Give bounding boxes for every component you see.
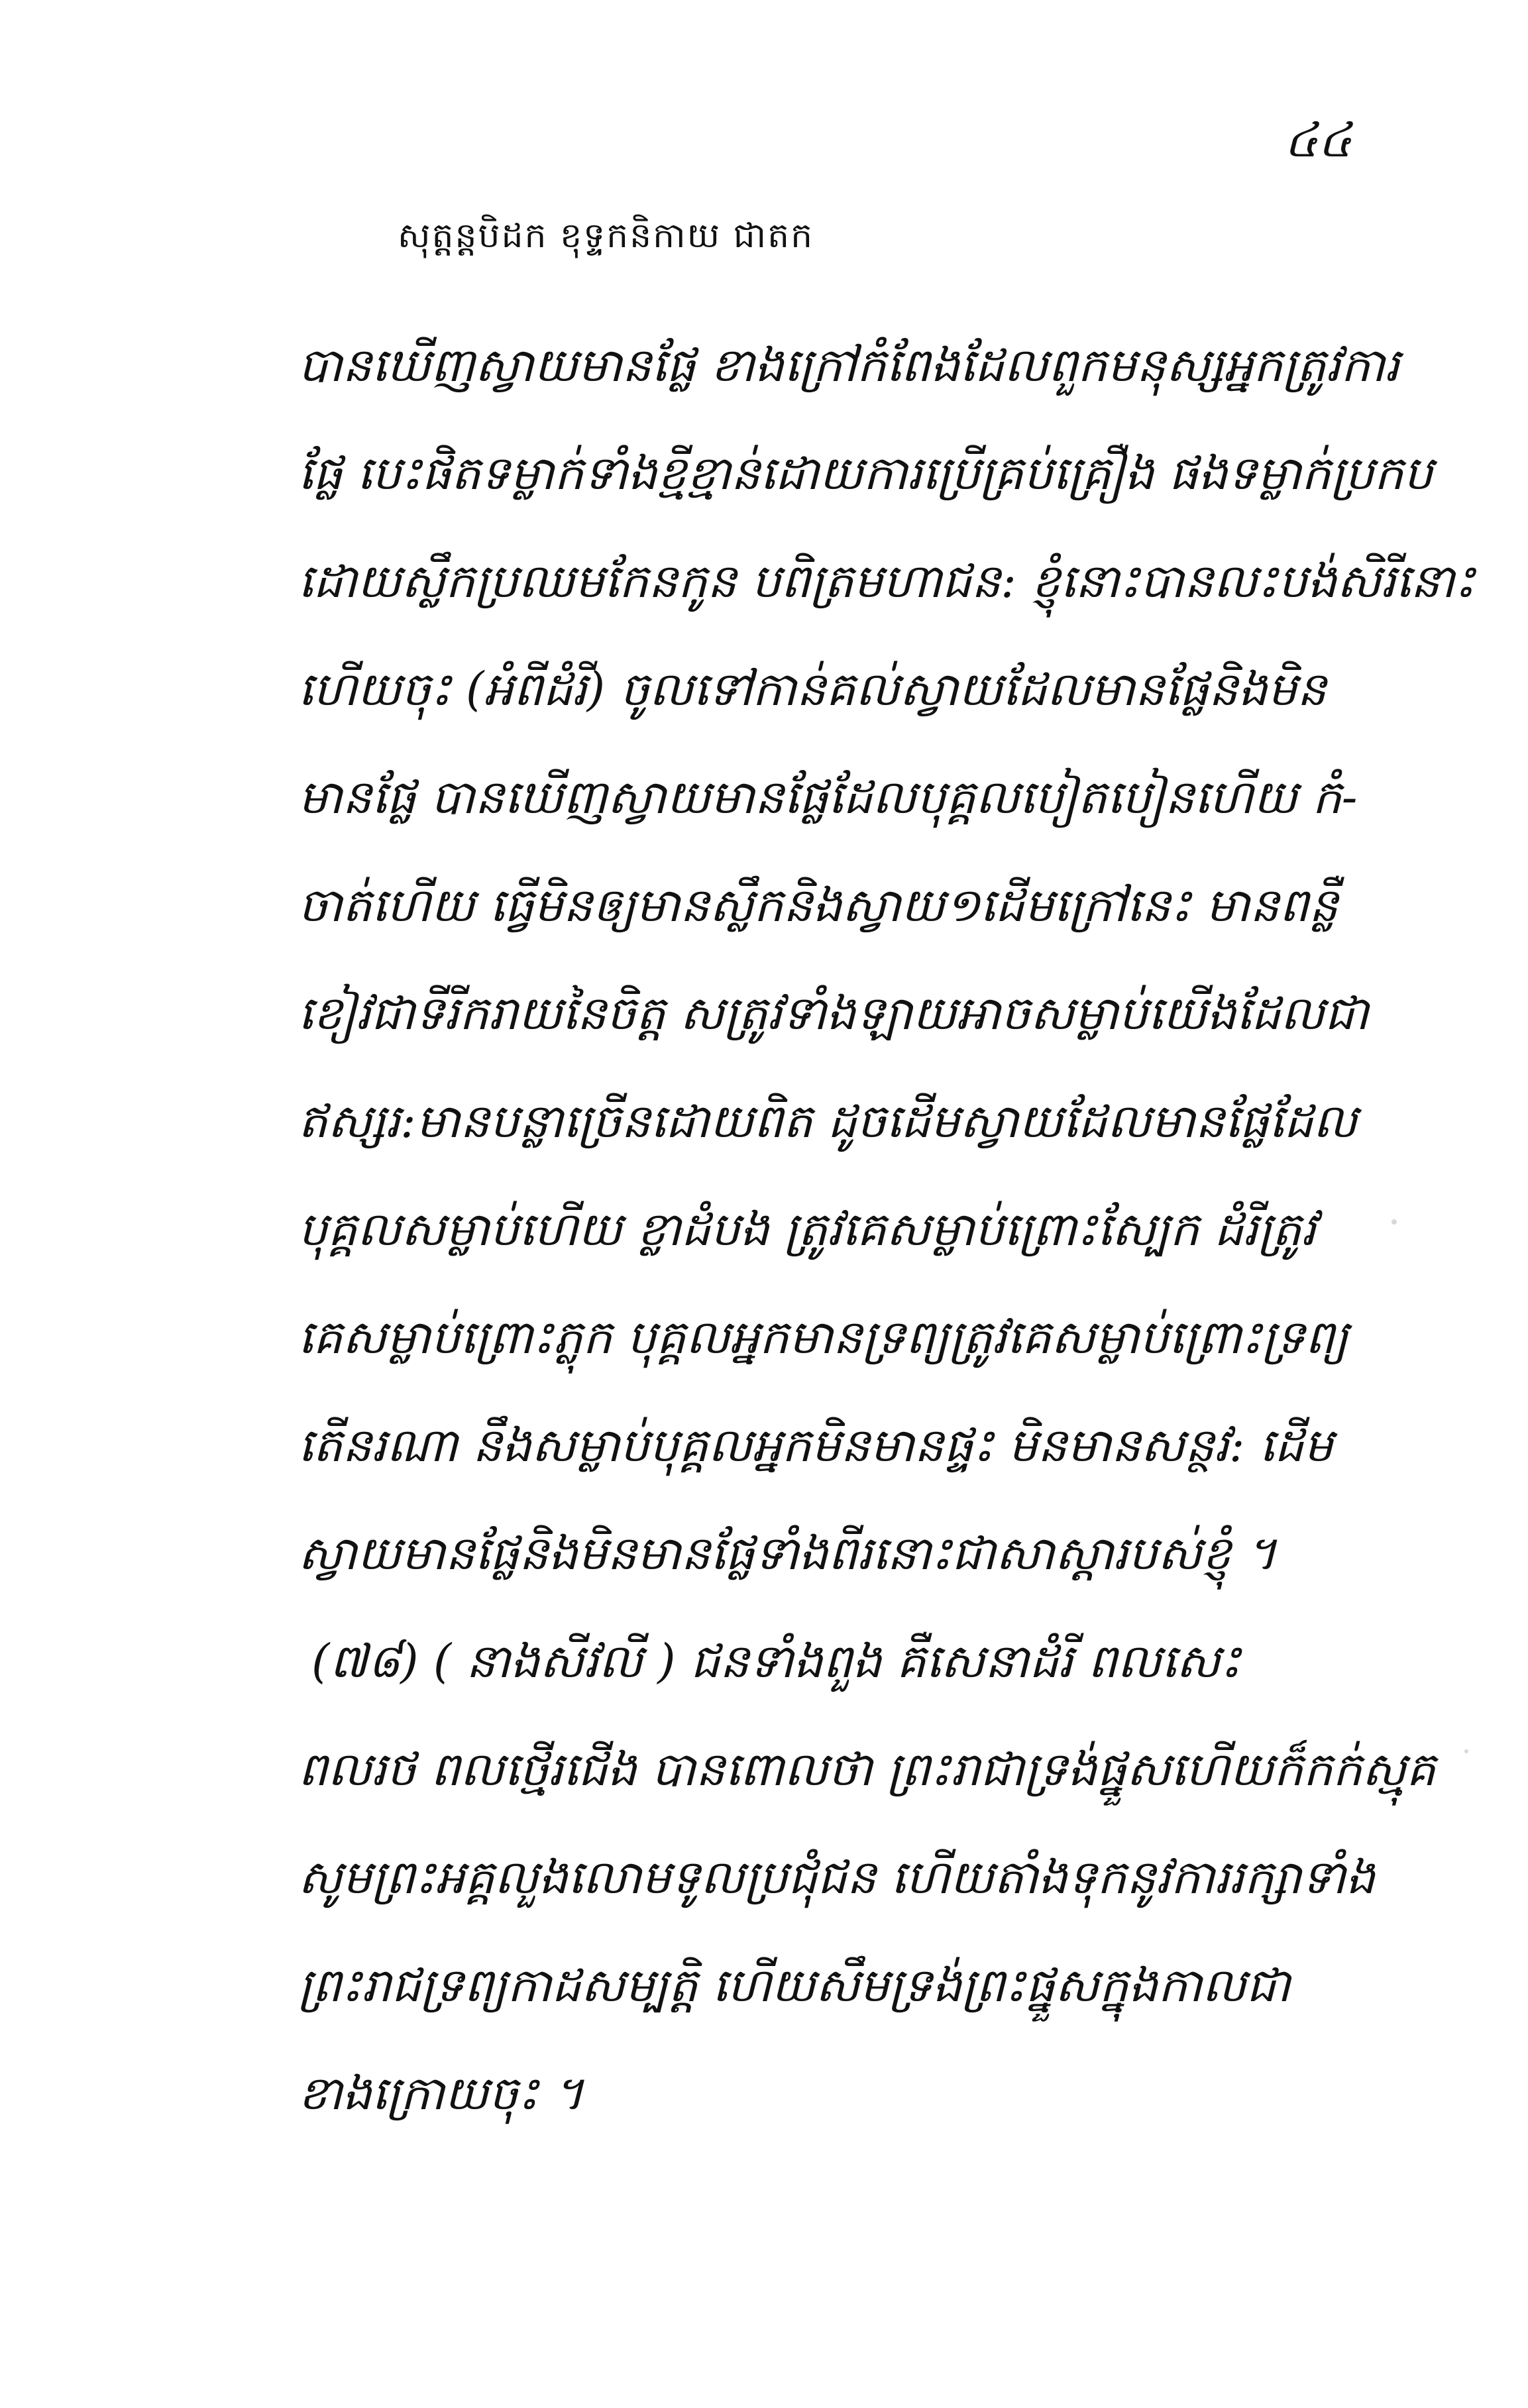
- text-line: ដោយស្លឹកប្រឈមកែនកូន បពិត្រមហាជន: ខ្ញុំនោះបានលះបង់សិរីនោះ: [298, 554, 1476, 608]
- text-line: ចាត់ហើយ ធ្វើមិនឲ្យមានស្លឹកនិងស្វាយ១ដើមក្រៅនេះ មានពន្លឺ: [298, 878, 1338, 932]
- running-header: សុត្តន្តបិដក ខុទ្ទកនិកាយ ជាតក: [398, 216, 814, 256]
- text-line: ព្រះរាជទ្រព្យកាដសម្បត្តិ ហើយសឹមទ្រង់ព្រះផ្នួសក្នុងកាលជា: [298, 1958, 1291, 2012]
- text-line: ហើយចុះ (អំពីដំរី) ចូលទៅកាន់គល់ស្វាយដែលមានផ្លែនិងមិន: [298, 662, 1327, 716]
- page-number: ៤៤: [1284, 112, 1352, 168]
- paper-smudge: [1392, 1219, 1397, 1225]
- text-line: បានឃើញស្វាយមានផ្លែ ខាងក្រៅកំពែងដែលពួកមនុស្សអ្នកត្រូវការ: [298, 338, 1400, 392]
- text-line: ស្វាយមានផ្លែនិងមិនមានផ្លែទាំងពីរនោះជាសាស្តារបស់ខ្ញុំ ។: [298, 1526, 1277, 1580]
- text-line: ផ្លែ បេះផិតទម្លាក់ទាំងខ្មីខ្មាន់ដោយការប្រើគ្រប់គ្រឿង ផងទម្លាក់ប្រកប: [298, 446, 1433, 500]
- text-line: តើនរណា នឹងសម្លាប់បុគ្គលអ្នកមិនមានផ្ទះ មិនមានសន្ថវ: ដើម: [298, 1418, 1333, 1472]
- text-line: គេសម្លាប់ព្រោះភ្លុក បុគ្គលអ្នកមានទ្រព្យត្រូវគេសម្លាប់ព្រោះទ្រព្យ: [298, 1310, 1348, 1364]
- text-line: ឥស្សរ:មានបន្លាច្រើនដោយពិត ដូចដើមស្វាយដែលមានផ្លែដែល: [298, 1094, 1358, 1148]
- body-text: [298, 311, 1476, 2148]
- text-line: មានផ្លែ បានឃើញស្វាយមានផ្លែដែលបុគ្គលបៀតបៀនហើយ កំ-: [298, 770, 1358, 824]
- text-line: សូមព្រះអគ្គលួងលោមទូលប្រជុំជន ហើយតាំងទុកនូវការរក្សាទាំង: [298, 1850, 1376, 1904]
- text-line: (៧៨) ( នាងសីវលី ) ជនទាំងពួង គឺសេនាដំរី ពលសេះ: [311, 1634, 1241, 1688]
- text-line: ខាងក្រោយចុះ ។: [298, 2066, 584, 2120]
- paper-smudge: [1464, 1749, 1468, 1753]
- text-line: ពលរថ ពលថ្មើរជើង បានពោលថា ព្រះរាជាទ្រង់ផ្នួសហើយក៏កក់ស្មុគ: [298, 1742, 1436, 1796]
- text-line: ខៀវជាទីរីករាយនៃចិត្ត សត្រូវទាំងឡាយអាចសម្លាប់យើងដែលជា: [298, 986, 1369, 1040]
- text-line: បុគ្គលសម្លាប់ហើយ ខ្លាដំបង ត្រូវគេសម្លាប់ព្រោះស្បែក ដំរីត្រូវ: [298, 1202, 1317, 1256]
